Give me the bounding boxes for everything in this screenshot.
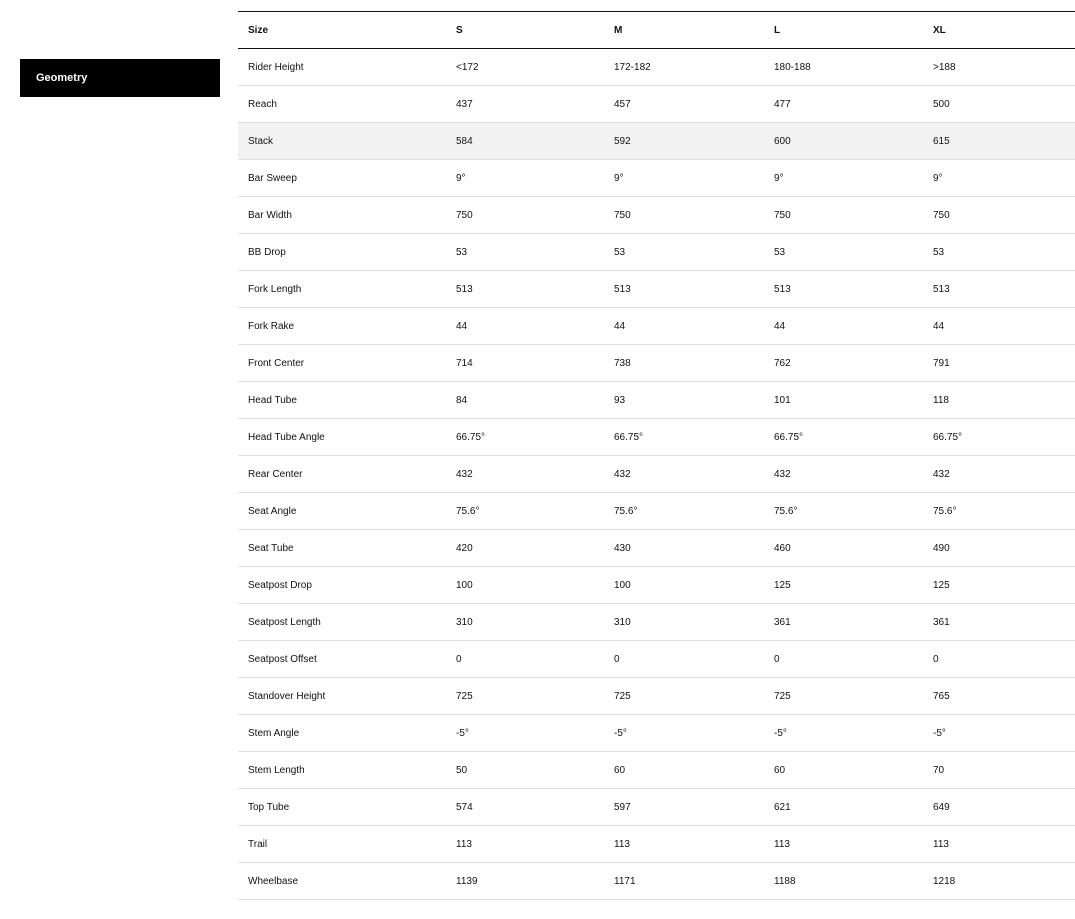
row-value: 600 [764, 123, 923, 160]
row-value: 621 [764, 789, 923, 826]
row-label: Seatpost Offset [238, 641, 446, 678]
row-label: Head Tube [238, 382, 446, 419]
geometry-table [238, 11, 1075, 900]
row-value: 361 [923, 604, 1075, 641]
row-value: 172-182 [604, 49, 764, 86]
row-label: Seat Tube [238, 530, 446, 567]
header-size: Size [238, 12, 446, 49]
table-row [238, 493, 1075, 530]
table-row [238, 678, 1075, 715]
row-value: 750 [764, 197, 923, 234]
row-value: 60 [604, 752, 764, 789]
table-row [238, 826, 1075, 863]
row-value: 432 [764, 456, 923, 493]
row-value: 513 [604, 271, 764, 308]
row-value: 75.6° [604, 493, 764, 530]
row-value: 750 [604, 197, 764, 234]
row-value: 0 [923, 641, 1075, 678]
table-row [238, 49, 1075, 86]
row-value: 750 [923, 197, 1075, 234]
row-label: Wheelbase [238, 863, 446, 900]
row-value: 1139 [446, 863, 604, 900]
row-label: Seatpost Drop [238, 567, 446, 604]
row-value: 310 [446, 604, 604, 641]
row-value: 513 [923, 271, 1075, 308]
row-value: 762 [764, 345, 923, 382]
table-row [238, 271, 1075, 308]
row-value: 84 [446, 382, 604, 419]
row-value: 66.75° [446, 419, 604, 456]
table-row [238, 308, 1075, 345]
row-value: 490 [923, 530, 1075, 567]
row-value: 615 [923, 123, 1075, 160]
row-value: 70 [923, 752, 1075, 789]
table-row [238, 863, 1075, 900]
row-value: 420 [446, 530, 604, 567]
row-value: 113 [604, 826, 764, 863]
row-value: 44 [764, 308, 923, 345]
row-label: Trail [238, 826, 446, 863]
table-row [238, 86, 1075, 123]
row-value: 100 [604, 567, 764, 604]
row-value: <172 [446, 49, 604, 86]
row-value: 9° [923, 160, 1075, 197]
row-value: 437 [446, 86, 604, 123]
row-value: 597 [604, 789, 764, 826]
row-value: 125 [923, 567, 1075, 604]
row-value: 118 [923, 382, 1075, 419]
row-value: 66.75° [604, 419, 764, 456]
row-value: 0 [446, 641, 604, 678]
table-row [238, 456, 1075, 493]
row-value: 1188 [764, 863, 923, 900]
row-value: 53 [923, 234, 1075, 271]
header-s: S [446, 12, 604, 49]
header-row [238, 12, 1075, 49]
table-row [238, 641, 1075, 678]
row-value: -5° [446, 715, 604, 752]
row-value: 513 [446, 271, 604, 308]
row-value: 100 [446, 567, 604, 604]
row-value: 584 [446, 123, 604, 160]
row-value: 44 [604, 308, 764, 345]
row-value: 500 [923, 86, 1075, 123]
table-header [238, 12, 1075, 49]
header-l: L [764, 12, 923, 49]
row-value: 44 [446, 308, 604, 345]
row-label: Top Tube [238, 789, 446, 826]
row-value: 9° [604, 160, 764, 197]
row-value: 0 [764, 641, 923, 678]
table-row [238, 419, 1075, 456]
row-value: 50 [446, 752, 604, 789]
row-value: 725 [446, 678, 604, 715]
row-value: 513 [764, 271, 923, 308]
header-m: M [604, 12, 764, 49]
row-value: >188 [923, 49, 1075, 86]
row-value: 738 [604, 345, 764, 382]
row-value: 113 [446, 826, 604, 863]
table-row [238, 789, 1075, 826]
table-row [238, 123, 1075, 160]
row-value: 44 [923, 308, 1075, 345]
row-label: Stem Length [238, 752, 446, 789]
row-value: 725 [604, 678, 764, 715]
row-value: -5° [604, 715, 764, 752]
row-value: 725 [764, 678, 923, 715]
sidebar [20, 59, 220, 97]
row-value: -5° [764, 715, 923, 752]
tab-geometry[interactable]: Geometry [20, 59, 220, 97]
row-value: 75.6° [446, 493, 604, 530]
table-row [238, 382, 1075, 419]
row-value: 765 [923, 678, 1075, 715]
row-value: 791 [923, 345, 1075, 382]
row-label: BB Drop [238, 234, 446, 271]
table-row [238, 752, 1075, 789]
row-label: Bar Width [238, 197, 446, 234]
table-row [238, 234, 1075, 271]
row-label: Rear Center [238, 456, 446, 493]
row-value: 75.6° [923, 493, 1075, 530]
row-label: Fork Length [238, 271, 446, 308]
table-row [238, 160, 1075, 197]
row-value: 432 [604, 456, 764, 493]
row-value: 1218 [923, 863, 1075, 900]
row-value: 592 [604, 123, 764, 160]
row-value: 93 [604, 382, 764, 419]
row-value: 0 [604, 641, 764, 678]
table-row [238, 604, 1075, 641]
row-label: Seatpost Length [238, 604, 446, 641]
row-value: 53 [604, 234, 764, 271]
row-value: 477 [764, 86, 923, 123]
row-value: 60 [764, 752, 923, 789]
header-xl: XL [923, 12, 1075, 49]
row-value: 432 [923, 456, 1075, 493]
row-label: Bar Sweep [238, 160, 446, 197]
row-value: 432 [446, 456, 604, 493]
row-label: Fork Rake [238, 308, 446, 345]
row-value: 113 [764, 826, 923, 863]
row-value: 1171 [604, 863, 764, 900]
row-value: 75.6° [764, 493, 923, 530]
row-value: 113 [923, 826, 1075, 863]
row-value: 714 [446, 345, 604, 382]
table-row [238, 345, 1075, 382]
row-value: 574 [446, 789, 604, 826]
row-label: Rider Height [238, 49, 446, 86]
row-label: Stack [238, 123, 446, 160]
row-value: 649 [923, 789, 1075, 826]
row-value: 9° [446, 160, 604, 197]
row-value: 66.75° [764, 419, 923, 456]
table-row [238, 530, 1075, 567]
row-value: -5° [923, 715, 1075, 752]
row-label: Head Tube Angle [238, 419, 446, 456]
row-label: Stem Angle [238, 715, 446, 752]
row-value: 430 [604, 530, 764, 567]
row-value: 310 [604, 604, 764, 641]
row-value: 53 [446, 234, 604, 271]
row-value: 457 [604, 86, 764, 123]
row-value: 361 [764, 604, 923, 641]
table-row [238, 197, 1075, 234]
row-value: 9° [764, 160, 923, 197]
row-value: 460 [764, 530, 923, 567]
row-value: 66.75° [923, 419, 1075, 456]
row-label: Standover Height [238, 678, 446, 715]
table-row [238, 567, 1075, 604]
row-label: Seat Angle [238, 493, 446, 530]
row-value: 101 [764, 382, 923, 419]
row-label: Front Center [238, 345, 446, 382]
table-body [238, 49, 1075, 900]
row-label: Reach [238, 86, 446, 123]
row-value: 180-188 [764, 49, 923, 86]
row-value: 750 [446, 197, 604, 234]
row-value: 53 [764, 234, 923, 271]
table-row [238, 715, 1075, 752]
row-value: 125 [764, 567, 923, 604]
